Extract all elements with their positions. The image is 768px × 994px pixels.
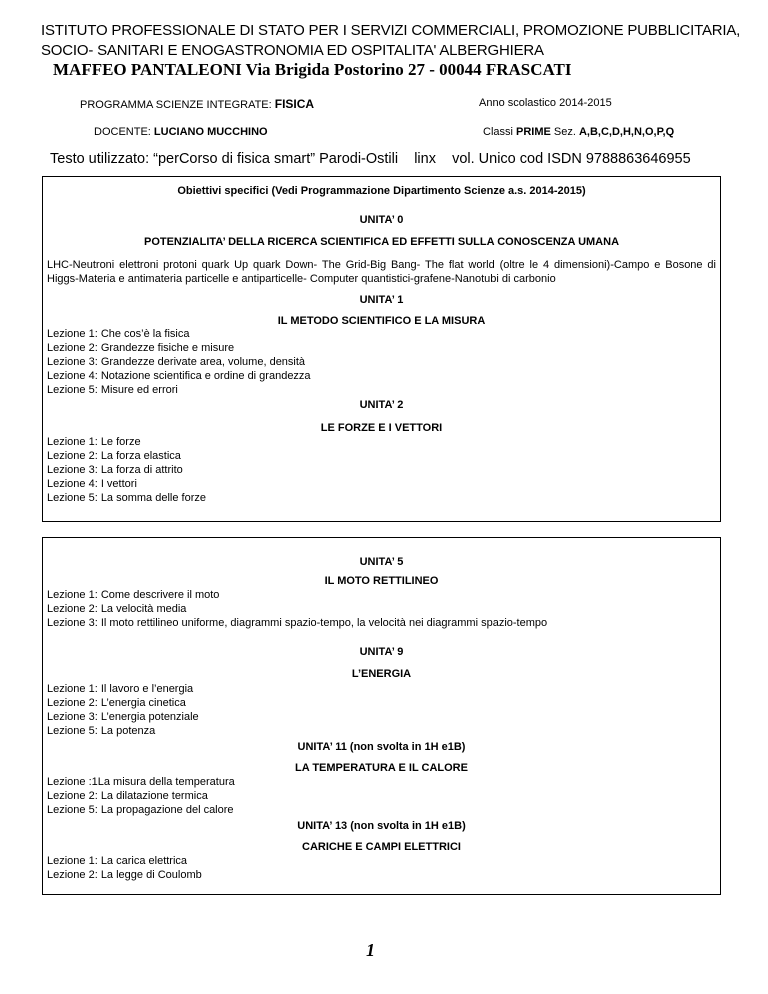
unita-1-title: UNITA’ 1 — [359, 294, 404, 306]
unita-11-lessons — [47, 775, 235, 817]
lesson-item: Lezione 5: La potenza — [47, 725, 156, 737]
unita-1-lessons — [47, 327, 311, 397]
lesson-item: Lezione 1: Le forze — [47, 436, 141, 448]
unita-13-subtitle: CARICHE E CAMPI ELETTRICI — [302, 841, 461, 853]
unita-1-subtitle: IL METODO SCIENTIFICO E LA MISURA — [277, 315, 486, 327]
unita-9-subtitle: L’ENERGIA — [351, 668, 412, 680]
unita-11-title: UNITA’ 11 (non svolta in 1H e1B) — [297, 741, 466, 753]
unita-11-subtitle: LA TEMPERATURA E IL CALORE — [295, 762, 468, 774]
unita-0-text: LHC-Neutroni elettroni protoni quark Up quark Down- The Grid-Big Bang- The flat world (oltre le 4 dimensioni)-Campo e Bosone di Higgs-Materia e antimateria particelle e antiparticelle- Computer quantistici-grafene-Nanotubi di carbonio — [47, 259, 716, 285]
lesson-item: Lezione 4: I vettori — [47, 478, 137, 490]
testo-utilizzato: Testo utilizzato: “perCorso di fisica smart” Parodi-Ostili linx vol. Unico cod ISDN 9788863646955 — [50, 151, 691, 167]
docente-row — [94, 126, 268, 138]
docente-value: LUCIANO MUCCHINO — [153, 126, 268, 138]
obiettivi-title: Obiettivi specifici (Vedi Programmazione Dipartimento Scienze a.s. 2014-2015) — [177, 185, 586, 197]
lesson-item: Lezione 3: L’energia potenziale — [47, 711, 199, 723]
lesson-item: Lezione 2: Grandezze fisiche e misure — [47, 342, 235, 354]
programma-box-1 — [42, 176, 721, 522]
lesson-item: Lezione 1: La carica elettrica — [47, 855, 188, 867]
header-line-1: ISTITUTO PROFESSIONALE DI STATO PER I SERVIZI COMMERCIALI, PROMOZIONE PUBBLICITARIA, — [41, 22, 741, 39]
unita-2-subtitle: LE FORZE E I VETTORI — [320, 422, 443, 434]
unita-2-lessons — [47, 435, 206, 505]
classi-value: A,B,C,D,H,N,O,P,Q — [578, 126, 675, 138]
lesson-item: Lezione 3: Il moto rettilineo uniforme, diagrammi spazio-tempo, la velocità nei diagrammi spazio-tempo — [47, 617, 548, 629]
unita-5-title: UNITA’ 5 — [359, 556, 404, 568]
programma-label: PROGRAMMA SCIENZE INTEGRATE: — [80, 99, 275, 111]
lesson-item: Lezione 5: La somma delle forze — [47, 492, 206, 504]
unita-13-lessons — [47, 854, 202, 882]
lesson-item: Lezione 2: La legge di Coulomb — [47, 869, 202, 881]
unita-13-title: UNITA’ 13 (non svolta in 1H e1B) — [297, 820, 466, 832]
lesson-item: Lezione 1: Il lavoro e l’energia — [47, 683, 194, 695]
page-number: 1 — [366, 940, 375, 960]
classi-label: Classi — [483, 126, 517, 138]
lesson-item: Lezione 5: Misure ed errori — [47, 384, 178, 396]
header-line-2: SOCIO- SANITARI E ENOGASTRONOMIA ED OSPITALITA' ALBERGHIERA — [41, 42, 544, 59]
programma-box-2 — [42, 537, 721, 895]
unita-0-title: UNITA’ 0 — [359, 214, 404, 226]
unita-9-lessons — [47, 682, 199, 738]
classi-row — [483, 126, 674, 138]
classi-sez: Sez. — [550, 126, 579, 138]
lesson-item: Lezione 2: L’energia cinetica — [47, 697, 186, 709]
lesson-item: Lezione :1La misura della temperatura — [47, 776, 235, 788]
unita-5-lessons — [47, 588, 547, 630]
lesson-item: Lezione 2: La velocità media — [47, 603, 187, 615]
lesson-item: Lezione 1: Che cos’è la fisica — [47, 328, 190, 340]
header-line-3: MAFFEO PANTALEONI Via Brigida Postorino 27 - 00044 FRASCATI — [53, 60, 572, 79]
unita-2-title: UNITA’ 2 — [359, 399, 404, 411]
lesson-item: Lezione 1: Come descrivere il moto — [47, 589, 220, 601]
unita-9-title: UNITA’ 9 — [359, 646, 404, 658]
lesson-item: Lezione 3: Grandezze derivate area, volume, densità — [47, 356, 306, 368]
classi-prime: PRIME — [516, 126, 551, 138]
lesson-item: Lezione 5: La propagazione del calore — [47, 804, 234, 816]
lesson-item: Lezione 2: La dilatazione termica — [47, 790, 208, 802]
unita-5-subtitle: IL MOTO RETTILINEO — [324, 575, 439, 587]
anno-scolastico: Anno scolastico 2014-2015 — [479, 97, 612, 109]
programma-row — [80, 97, 314, 111]
lesson-item: Lezione 4: Notazione scientifica e ordine di grandezza — [47, 370, 311, 382]
lesson-item: Lezione 2: La forza elastica — [47, 450, 181, 462]
unita-0-subtitle: POTENZIALITA’ DELLA RICERCA SCIENTIFICA ED EFFETTI SULLA CONOSCENZA UMANA — [143, 236, 620, 248]
programma-value: FISICA — [274, 97, 315, 111]
docente-label: DOCENTE: — [94, 126, 154, 138]
lesson-item: Lezione 3: La forza di attrito — [47, 464, 183, 476]
